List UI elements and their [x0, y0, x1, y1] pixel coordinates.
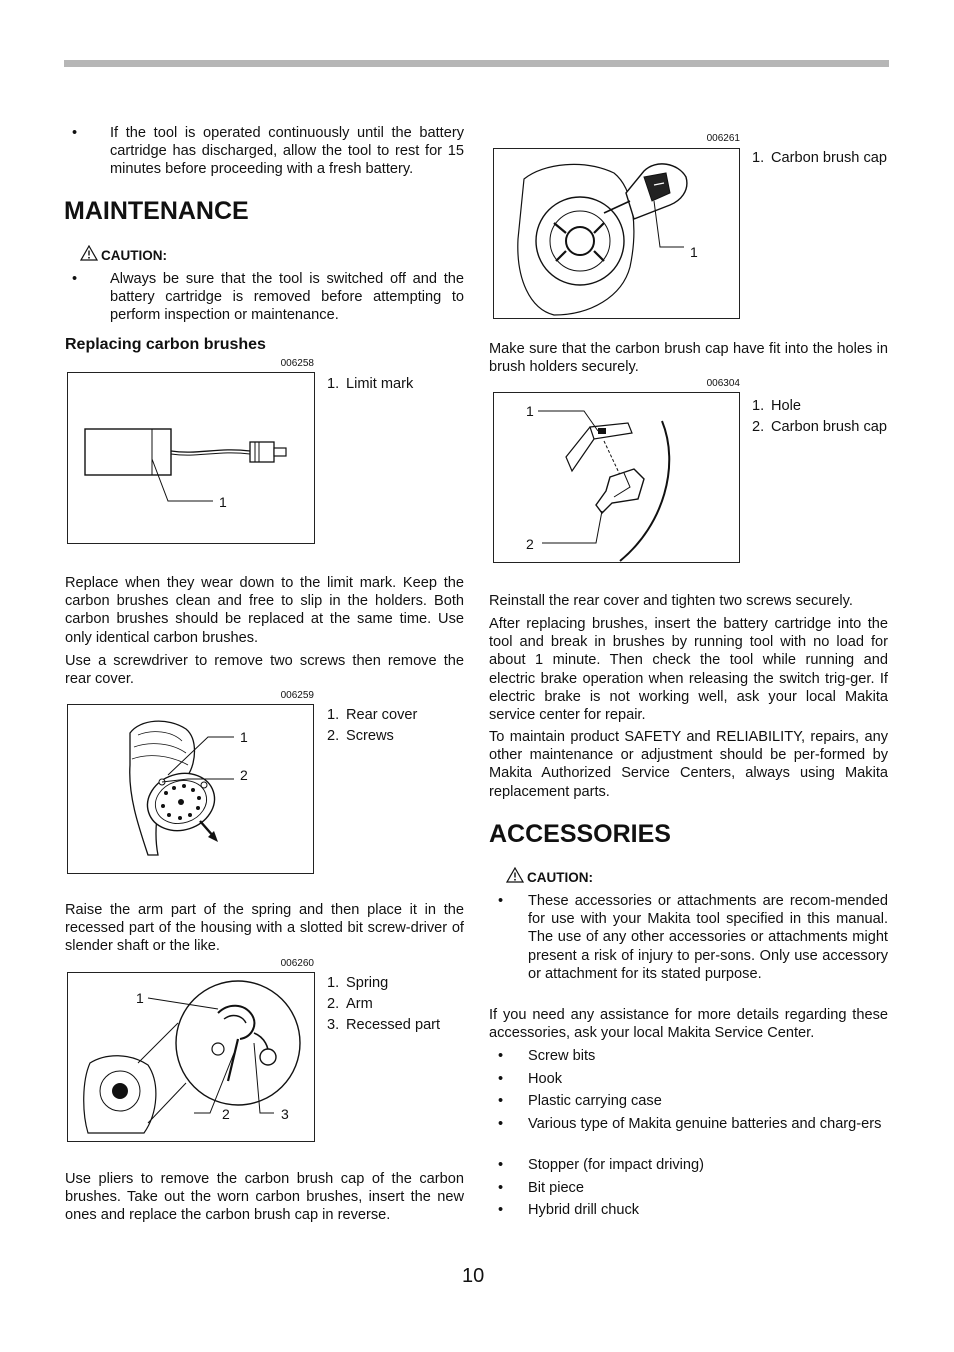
figure-2-legend	[327, 706, 457, 748]
para-spring: Raise the arm part of the spring and then place it in the recessed part of the housing with a slotted bit screw-driver of slender shaft or the like.	[65, 902, 464, 955]
insert-arrow	[604, 441, 620, 475]
header-rule	[64, 60, 889, 67]
screw	[201, 782, 207, 788]
figure-rear-cover	[67, 704, 314, 874]
legend-item: 2. Carbon brush cap	[752, 418, 888, 435]
callout-1: 1	[136, 990, 144, 1006]
leader-line	[542, 511, 602, 543]
figure-brush-cap	[493, 148, 740, 319]
brush-block	[85, 429, 171, 475]
para-pliers: Use pliers to remove the carbon brush cap of the carbon brushes. Take out the worn carbon brushes, insert the new ones and replace the carbon brush cap in reverse.	[65, 1171, 464, 1224]
callout-2: 2	[240, 767, 248, 783]
figure-code: 006260	[280, 958, 314, 969]
warning-triangle-icon	[506, 867, 524, 883]
figure-4-legend	[752, 149, 892, 170]
maintenance-title: MAINTENANCE	[64, 197, 249, 225]
figure-code: 006259	[280, 690, 314, 701]
replacing-brushes-heading: Replacing carbon brushes	[65, 336, 266, 353]
callout-3: 3	[281, 1106, 289, 1122]
maintenance-caution: CAUTION:	[80, 247, 280, 265]
accessories-caution-bullet: • These accessories or attachments are recom-mended for use with your Makita tool specified in this manual. The use of any other accessories or attachments might present a risk of injury to per-sons. Only use accessory or attachment for its stated purpose.	[498, 893, 888, 982]
figure-hole-cap	[493, 392, 740, 563]
hole	[598, 428, 606, 434]
para-safety: To maintain product SAFETY and RELIABILITY, repairs, any other maintenance or adjustment should be per-formed by Makita Authorized Service Centers, always using Makita replacement parts.	[489, 729, 888, 800]
figure-1-legend	[327, 375, 457, 396]
legend-item: 2. Screws	[327, 727, 394, 744]
figure-code: 006304	[706, 378, 740, 389]
callout-1: 1	[240, 729, 248, 745]
figure-5-legend	[752, 397, 892, 439]
legend-item: 1. Hole	[752, 398, 802, 414]
warning-triangle-icon	[80, 245, 98, 261]
figure-code: 006261	[706, 133, 740, 144]
accessories-title: ACCESSORIES	[489, 820, 671, 848]
intro-bullet: • If the tool is operated continuously until the battery cartridge has discharged, allow the tool to rest for 15 minutes before proceeding with a fresh battery.	[72, 125, 464, 178]
callout-1: 1	[219, 494, 227, 510]
maintenance-caution-bullet: • Always be sure that the tool is switched off and the battery cartridge is removed before attempting to perform inspection or maintenance.	[72, 271, 464, 324]
para-screwdriver: Use a screwdriver to remove two screws then remove the rear cover.	[65, 653, 464, 688]
figure-3-legend	[327, 974, 457, 1036]
brush-wire	[171, 450, 250, 452]
legend-item: 1. Spring	[327, 975, 389, 991]
para-assistance: If you need any assistance for more details regarding these accessories, ask your local Makita Service Center.	[489, 1007, 888, 1042]
bullet-dot: •	[72, 125, 78, 141]
para-limit-mark: Replace when they wear down to the limit mark. Keep the carbon brushes clean and free to slip in the holders. Both carbon brushes should be replaced at the same time. Use only identical carbon brushes.	[65, 575, 464, 646]
zoom-line	[138, 1023, 178, 1063]
para-after-replacing: After replacing brushes, insert the battery cartridge into the tool and break in brushes by running tool with no load for about 1 minute. Then check the tool while running and electric brake operation when releasing the switch trig-ger. If electric brake is not working well, ask your local Makita service center for repair.	[489, 616, 888, 724]
callout-2: 2	[222, 1106, 230, 1122]
legend-item: 2. Arm	[327, 995, 373, 1012]
callout-1: 1	[526, 403, 534, 419]
legend-item: 1. Carbon brush cap	[752, 150, 888, 166]
para-cap-fit: Make sure that the carbon brush cap have fit into the holes in brush holders securely.	[489, 341, 888, 376]
para-reinstall: Reinstall the rear cover and tighten two screws securely.	[489, 593, 853, 609]
bullet-dot: •	[72, 271, 78, 287]
legend-item: 3. Recessed part	[327, 1016, 441, 1033]
accessories-caution: CAUTION:	[506, 869, 706, 887]
brush-holder	[590, 423, 632, 439]
callout-1: 1	[690, 244, 698, 260]
figure-carbon-brush	[67, 372, 315, 544]
wire-terminal	[250, 442, 274, 462]
bullet-dot: •	[498, 893, 504, 909]
figure-code: 006258	[280, 358, 314, 369]
legend-item: 1. Rear cover	[327, 707, 418, 723]
callout-2: 2	[526, 536, 534, 552]
page-number: 10	[462, 1265, 485, 1287]
figure-spring-arm	[67, 972, 315, 1142]
carbon-brush-cap	[596, 469, 644, 513]
legend-item: 1. Limit mark	[327, 376, 414, 392]
